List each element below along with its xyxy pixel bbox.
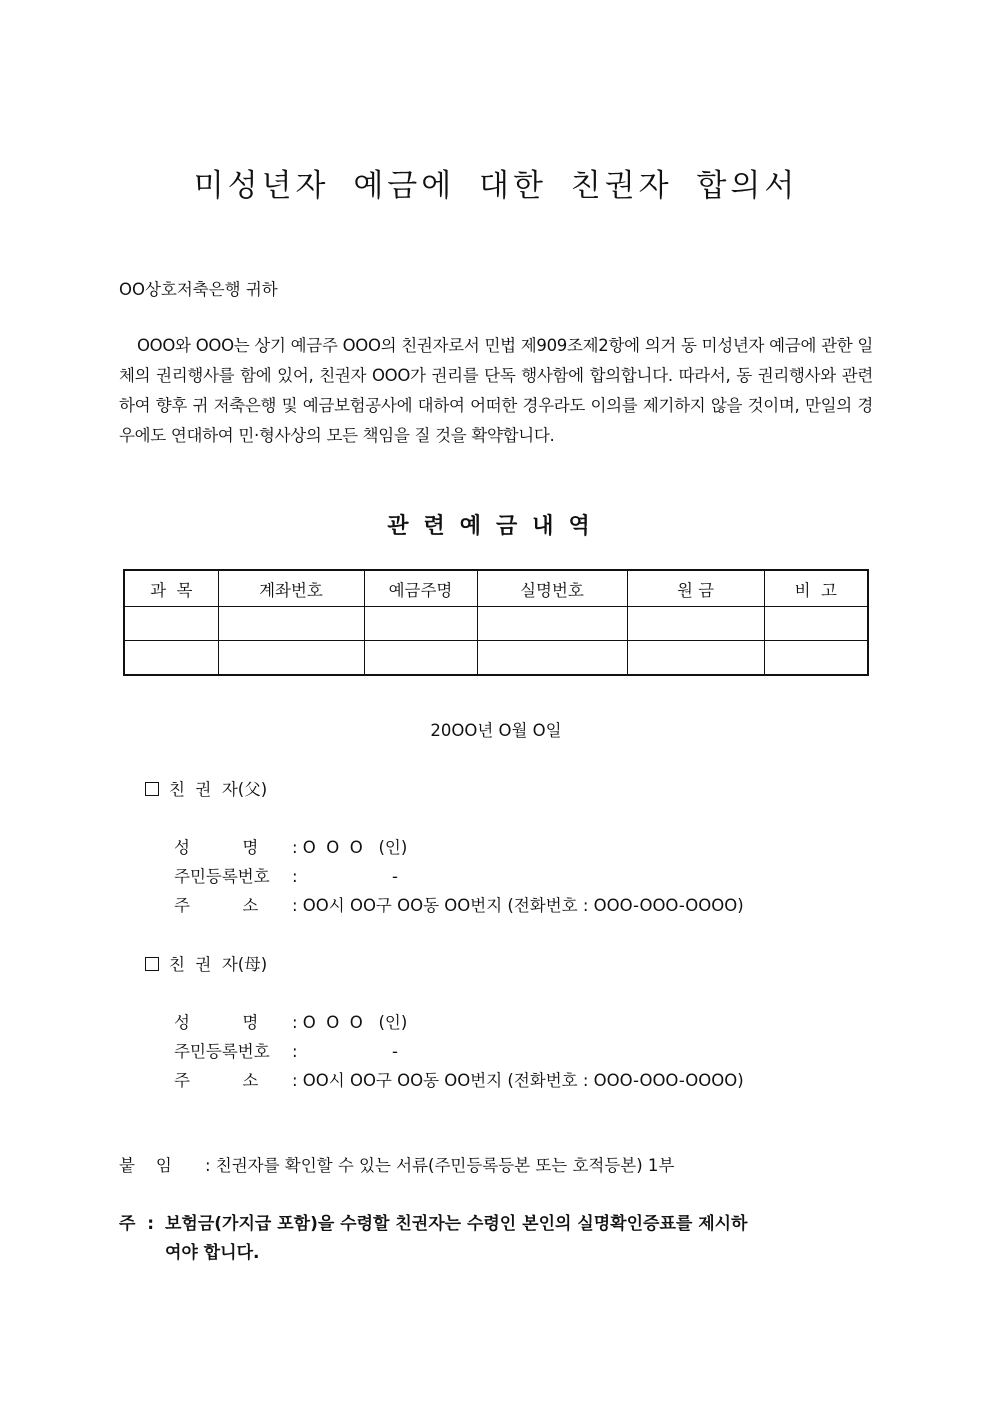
address-label: 주 소 xyxy=(174,896,259,915)
table-cell xyxy=(764,641,868,676)
table-cell xyxy=(764,607,868,641)
table-cell xyxy=(218,607,364,641)
guardian-heading-label: 친 권 자(父) xyxy=(169,780,268,799)
document-title: 미성년자 예금에 대한 친권자 합의서 xyxy=(193,168,799,204)
checkbox-icon xyxy=(145,782,159,796)
address-value: : OO시 OO구 OO동 OO번지 (전화번호 : OOO-OOO-OOOO) xyxy=(292,896,744,915)
header-remarks: 비 고 xyxy=(764,570,868,607)
table-cell xyxy=(477,641,627,676)
deposit-table xyxy=(123,569,869,676)
table-cell xyxy=(124,607,218,641)
table-cell xyxy=(627,607,764,641)
guardian-mother-address-row xyxy=(174,1067,744,1091)
header-depositor-name: 예금주명 xyxy=(364,570,477,607)
address-label: 주 소 xyxy=(174,1071,259,1090)
id-value: : - xyxy=(292,1042,398,1061)
guardian-mother-id-row xyxy=(174,1038,398,1062)
guardian-father-id-row xyxy=(174,863,398,887)
guardian-father-address-row xyxy=(174,892,744,916)
id-label: 주민등록번호 xyxy=(174,1042,270,1061)
header-real-name-number: 실명번호 xyxy=(477,570,627,607)
note-line-2: 여야 합니다. xyxy=(165,1243,260,1263)
checkbox-icon xyxy=(145,957,159,971)
guardian-father-heading xyxy=(145,776,267,800)
table-cell xyxy=(364,641,477,676)
attachment-text: : 친권자를 확인할 수 있는 서류(주민등록등본 또는 호적등본) 1부 xyxy=(205,1156,675,1175)
name-value: : O O O (인) xyxy=(292,1013,408,1032)
agreement-body-text: OOO와 OOO는 상기 예금주 OOO의 친권자로서 민법 제909조제2항에 의거 동 미성년자 예금에 관한 일체의 권리행사를 함에 있어, 친권자 OOO가 권리를 단독 행사함에 합의합니다. 따라서, 동 권리행사와 관련하여 향후 귀 저축은행 및 예금보험공사에 대하여 어떠한 경우라도 이의를 제기하지 않을 것이며, 만일의 경우에도 연대하여 민·형사상의 모든 책임을 질 것을 확약합니다. xyxy=(119,336,873,445)
guardian-mother-heading xyxy=(145,951,267,975)
table-row xyxy=(124,607,868,641)
address-value: : OO시 OO구 OO동 OO번지 (전화번호 : OOO-OOO-OOOO) xyxy=(292,1071,744,1090)
attachment-line xyxy=(119,1152,674,1176)
deposit-section-title: 관련예금내역 xyxy=(387,514,605,539)
table-cell xyxy=(124,641,218,676)
header-principal: 원 금 xyxy=(627,570,764,607)
header-subject: 과 목 xyxy=(124,570,218,607)
id-label: 주민등록번호 xyxy=(174,867,270,886)
table-cell xyxy=(477,607,627,641)
note-block xyxy=(119,1210,873,1268)
addressee: OO상호저축은행 귀하 xyxy=(119,280,278,299)
table-header-row xyxy=(124,570,868,607)
name-label: 성 명 xyxy=(174,1013,259,1032)
id-value: : - xyxy=(292,867,398,886)
guardian-mother-name-row xyxy=(174,1009,407,1033)
note-label: 주 : xyxy=(119,1214,155,1234)
guardian-heading-label: 친 권 자(母) xyxy=(169,955,268,974)
table-row xyxy=(124,641,868,676)
attachment-label: 붙 임 xyxy=(119,1156,172,1175)
name-label: 성 명 xyxy=(174,838,259,857)
name-value: : O O O (인) xyxy=(292,838,408,857)
table-cell xyxy=(218,641,364,676)
note-line-1: 보험금(가지급 포함)을 수령할 친권자는 수령인 본인의 실명확인증표를 제시하 xyxy=(165,1214,748,1234)
table-cell xyxy=(627,641,764,676)
header-account-number: 계좌번호 xyxy=(218,570,364,607)
guardian-father-name-row xyxy=(174,834,407,858)
table-cell xyxy=(364,607,477,641)
document-date: 20OO년 O월 O일 xyxy=(430,721,562,740)
